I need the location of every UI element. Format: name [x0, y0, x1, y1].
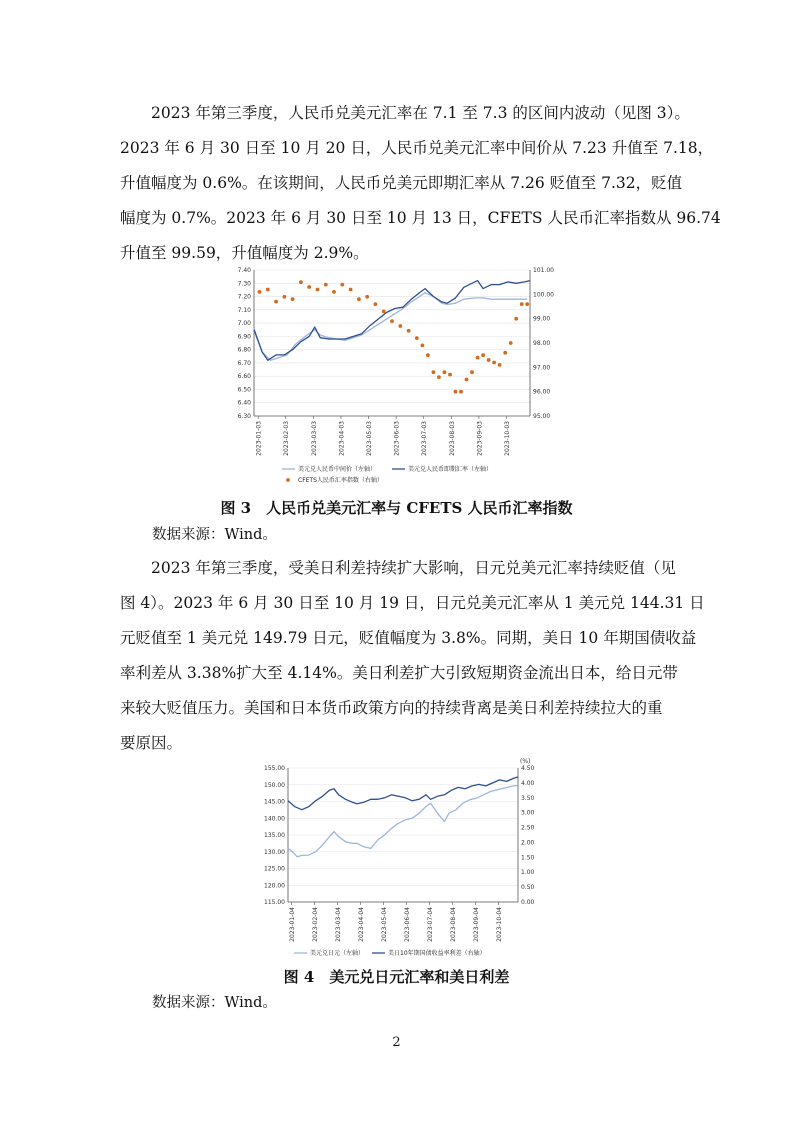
data-point — [437, 375, 441, 379]
x-tick-label: 2023-09-03 — [476, 421, 484, 456]
left-tick-label: 140.00 — [264, 815, 285, 823]
figure-3-caption: 图 3 人民币兑美元汇率与 CFETS 人民币汇率指数 — [220, 499, 573, 517]
x-tick-label: 2023-01-04 — [288, 907, 296, 942]
paragraph-2-line: 率利差从 3.38%扩大至 4.14%。美日利差扩大引致短期资金流出日本，给日元带 — [120, 664, 678, 682]
data-point — [498, 363, 502, 367]
figure-4-source: 数据来源：Wind。 — [152, 995, 277, 1011]
right-tick-label: 3.00 — [521, 809, 535, 817]
paragraph-1-line: 升值至 99.59，升值幅度为 2.9%。 — [120, 244, 369, 262]
x-tick-label: 2023-05-04 — [380, 907, 388, 942]
right-axis-unit: (%) — [520, 758, 531, 765]
right-tick-label: 98.00 — [533, 340, 551, 347]
data-point — [509, 341, 513, 345]
data-point — [349, 288, 353, 292]
paragraph-2-line: 图 4）。2023 年 6 月 30 日至 10 月 19 日，日元兑美元汇率从 1 美元兑 144.31 日 — [120, 594, 705, 612]
x-tick-label: 2023-03-03 — [310, 421, 318, 456]
series-line — [254, 293, 527, 361]
data-point — [514, 317, 518, 321]
x-tick-label: 2023-06-03 — [393, 421, 401, 456]
x-tick-label: 2023-03-04 — [334, 907, 342, 942]
left-tick-label: 6.30 — [237, 413, 251, 420]
x-tick-label: 2023-04-03 — [338, 421, 346, 456]
x-tick-label: 2023-06-04 — [403, 907, 411, 942]
paragraph-1-line: 幅度为 0.7%。2023 年 6 月 30 日至 10 月 13 日，CFETS 人民币汇率指数从 96.74 — [120, 209, 721, 227]
series-line — [288, 777, 518, 810]
data-point — [465, 378, 469, 382]
left-tick-label: 6.90 — [237, 333, 251, 341]
data-point — [487, 358, 491, 362]
x-tick-label: 2023-08-04 — [449, 907, 457, 942]
left-tick-label: 6.80 — [237, 346, 251, 354]
data-point — [382, 310, 386, 314]
x-tick-label: 2023-07-04 — [426, 907, 434, 942]
data-point — [520, 302, 524, 306]
x-tick-label: 2023-09-04 — [472, 907, 480, 942]
paragraph-1 — [120, 96, 721, 271]
paragraph-2-line: 要原因。 — [120, 734, 183, 752]
paragraph-2-line: 2023 年第三季度，受美日利差持续扩大影响，日元兑美元汇率持续贬值（见 — [151, 559, 676, 577]
x-tick-label: 2023-02-03 — [283, 421, 291, 456]
x-tick-label: 2023-10-04 — [495, 907, 503, 942]
right-tick-label: 3.50 — [521, 794, 535, 802]
data-point — [476, 356, 480, 360]
data-point — [407, 329, 411, 333]
data-point — [365, 295, 369, 299]
right-tick-label: 1.00 — [521, 869, 535, 877]
data-point — [340, 283, 344, 287]
legend-label: 美日10年期国债收益率利差（右轴） — [388, 950, 486, 957]
data-point — [374, 302, 378, 306]
data-point — [258, 290, 262, 294]
left-tick-label: 7.40 — [237, 267, 251, 274]
right-tick-label: 99.00 — [533, 315, 551, 323]
data-point — [324, 283, 328, 287]
data-point — [332, 290, 336, 294]
left-tick-label: 7.00 — [237, 320, 251, 328]
legend-swatch — [286, 478, 290, 482]
page-number: 2 — [392, 1035, 401, 1050]
right-tick-label: 4.50 — [521, 765, 535, 772]
left-tick-label: 7.20 — [237, 293, 251, 301]
legend-label: CFETS人民币汇率指数（右轴） — [298, 477, 383, 484]
left-tick-label: 7.10 — [237, 306, 251, 314]
x-tick-label: 2023-07-03 — [421, 421, 429, 456]
right-tick-label: 2.50 — [521, 824, 535, 832]
data-point — [525, 302, 529, 306]
left-tick-label: 6.70 — [237, 359, 251, 367]
data-point — [307, 285, 311, 289]
left-tick-label: 150.00 — [264, 781, 285, 789]
x-tick-label: 2023-10-03 — [504, 421, 512, 456]
legend-label: 美元兑人民币中间价（左轴） — [298, 466, 377, 473]
data-point — [299, 280, 303, 284]
legend-label: 美元兑人民币即期汇率（左轴） — [408, 466, 493, 473]
legend-label: 美元兑日元（左轴） — [310, 950, 365, 957]
right-tick-label: 4.00 — [521, 779, 535, 787]
data-point — [448, 373, 452, 377]
right-tick-label: 1.50 — [521, 854, 535, 862]
data-point — [481, 353, 485, 357]
paragraph-1-line: 2023 年第三季度，人民币兑美元汇率在 7.1 至 7.3 的区间内波动（见图 3）。 — [151, 104, 690, 122]
data-point — [454, 390, 458, 394]
left-tick-label: 6.50 — [237, 386, 251, 394]
left-tick-label: 7.30 — [237, 280, 251, 288]
data-point — [316, 288, 320, 292]
right-tick-label: 96.00 — [533, 388, 551, 396]
data-point — [459, 390, 463, 394]
left-tick-label: 125.00 — [264, 865, 285, 873]
data-point — [421, 344, 425, 348]
data-point — [398, 324, 402, 328]
right-tick-label: 0.00 — [521, 899, 535, 906]
data-point — [426, 353, 430, 357]
left-tick-label: 130.00 — [264, 848, 285, 856]
paragraph-2-line: 元贬值至 1 美元兑 149.79 日元，贬值幅度为 3.8%。同期，美日 10 年期国债收益 — [120, 629, 697, 647]
left-tick-label: 115.00 — [264, 899, 285, 906]
data-point — [492, 361, 496, 365]
right-tick-label: 0.50 — [521, 884, 535, 892]
right-tick-label: 101.00 — [533, 267, 554, 274]
data-point — [266, 288, 270, 292]
x-tick-label: 2023-08-03 — [448, 421, 456, 456]
right-tick-label: 100.00 — [533, 291, 554, 299]
data-point — [470, 370, 474, 374]
paragraph-1-line: 2023 年 6 月 30 日至 10 月 20 日，人民币兑美元汇率中间价从 7.23 升值至 7.18， — [120, 139, 714, 157]
left-tick-label: 6.60 — [237, 373, 251, 381]
data-point — [357, 297, 361, 301]
figure-3-chart — [226, 262, 556, 488]
data-point — [503, 351, 507, 355]
left-tick-label: 155.00 — [264, 765, 285, 772]
data-point — [415, 336, 419, 340]
data-point — [443, 370, 447, 374]
left-tick-label: 6.40 — [237, 399, 251, 407]
x-tick-label: 2023-04-04 — [357, 907, 365, 942]
right-tick-label: 2.00 — [521, 839, 535, 847]
left-tick-label: 135.00 — [264, 832, 285, 839]
left-tick-label: 120.00 — [264, 882, 285, 890]
figure-4-chart — [254, 758, 544, 960]
paragraph-2 — [120, 551, 705, 761]
right-tick-label: 97.00 — [533, 364, 551, 372]
left-tick-label: 145.00 — [264, 798, 285, 806]
figure-3-source: 数据来源：Wind。 — [152, 527, 277, 543]
x-tick-label: 2023-02-04 — [311, 907, 319, 942]
figure-4-caption: 图 4 美元兑日元汇率和美日利差 — [283, 968, 510, 986]
data-point — [432, 370, 436, 374]
data-point — [390, 319, 394, 323]
paragraph-1-line: 升值幅度为 0.6%。在该期间，人民币兑美元即期汇率从 7.26 贬值至 7.32，贬值 — [120, 174, 683, 192]
paragraph-2-line: 来较大贬值压力。美国和日本货币政策方向的持续背离是美日利差持续拉大的重 — [120, 699, 663, 717]
data-point — [283, 295, 287, 299]
data-point — [291, 297, 295, 301]
x-tick-label: 2023-05-03 — [366, 421, 374, 456]
x-tick-label: 2023-01-03 — [255, 421, 263, 456]
right-tick-label: 95.00 — [533, 413, 551, 420]
data-point — [274, 300, 278, 304]
